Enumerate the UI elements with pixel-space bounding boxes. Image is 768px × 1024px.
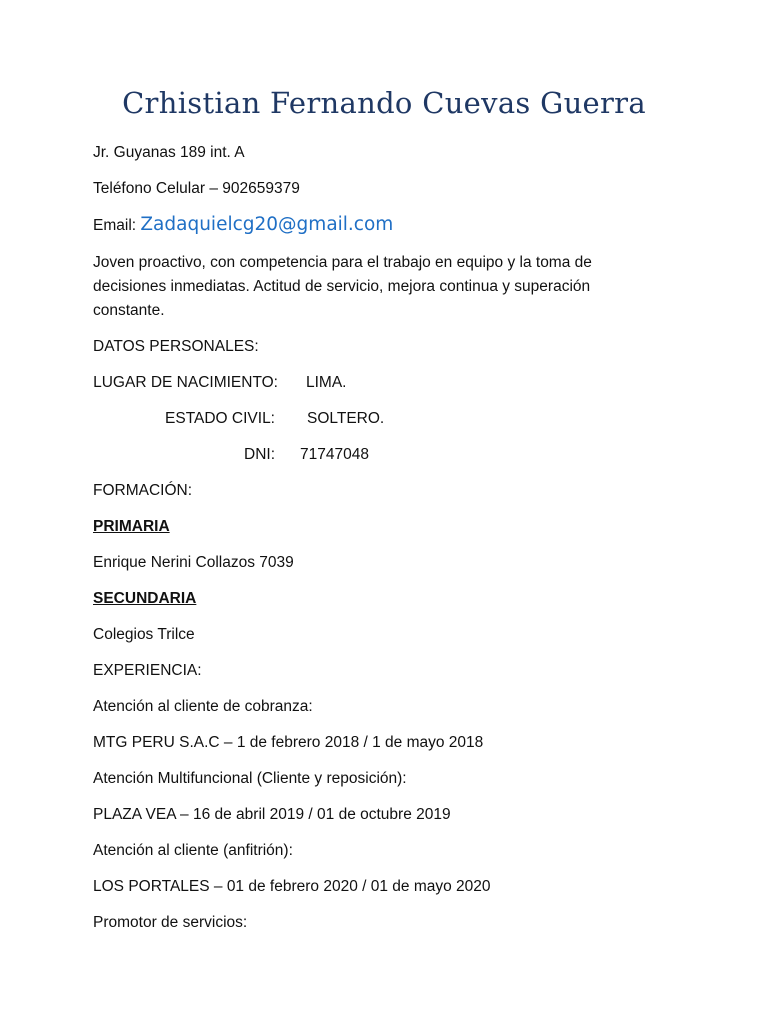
primary-heading: PRIMARIA <box>93 518 170 535</box>
birthplace-value: LIMA. <box>306 374 347 391</box>
dni-label: DNI: <box>244 446 275 463</box>
civil-status-label: ESTADO CIVIL: <box>165 410 275 427</box>
secondary-school: Colegios Trilce <box>93 626 195 643</box>
resume-name-title: Crhistian Fernando Cuevas Guerra <box>122 86 646 120</box>
profile-summary: Joven proactivo, con competencia para el trabajo en equipo y la toma de decisiones inmediatas. Actitud de servicio, mejora continua y superación constante. <box>93 254 592 319</box>
experience-detail: LOS PORTALES – 01 de febrero 2020 / 01 de mayo 2020 <box>93 878 491 895</box>
email-line <box>93 213 393 238</box>
experience-role: Atención Multifuncional (Cliente y reposición): <box>93 770 407 787</box>
address-line: Jr. Guyanas 189 int. A <box>93 144 245 161</box>
experience-heading: EXPERIENCIA: <box>93 662 202 679</box>
experience-role: Atención al cliente de cobranza: <box>93 698 313 715</box>
experience-detail: PLAZA VEA – 16 de abril 2019 / 01 de octubre 2019 <box>93 806 451 823</box>
birthplace-label: LUGAR DE NACIMIENTO: <box>93 374 278 391</box>
personal-data-heading: DATOS PERSONALES: <box>93 338 259 355</box>
secondary-heading: SECUNDARIA <box>93 590 197 607</box>
email-link[interactable]: Zadaquielcg20@gmail.com <box>140 214 394 235</box>
experience-detail: MTG PERU S.A.C – 1 de febrero 2018 / 1 de mayo 2018 <box>93 734 484 751</box>
experience-role: Promotor de servicios: <box>93 914 248 931</box>
experience-role: Atención al cliente (anfitrión): <box>93 842 293 859</box>
education-heading: FORMACIÓN: <box>93 482 193 499</box>
civil-status-value: SOLTERO. <box>307 410 385 427</box>
dni-value: 71747048 <box>300 446 369 463</box>
primary-school: Enrique Nerini Collazos 7039 <box>93 554 294 571</box>
phone-line: Teléfono Celular – 902659379 <box>93 180 300 197</box>
email-label: Email: <box>93 217 141 234</box>
